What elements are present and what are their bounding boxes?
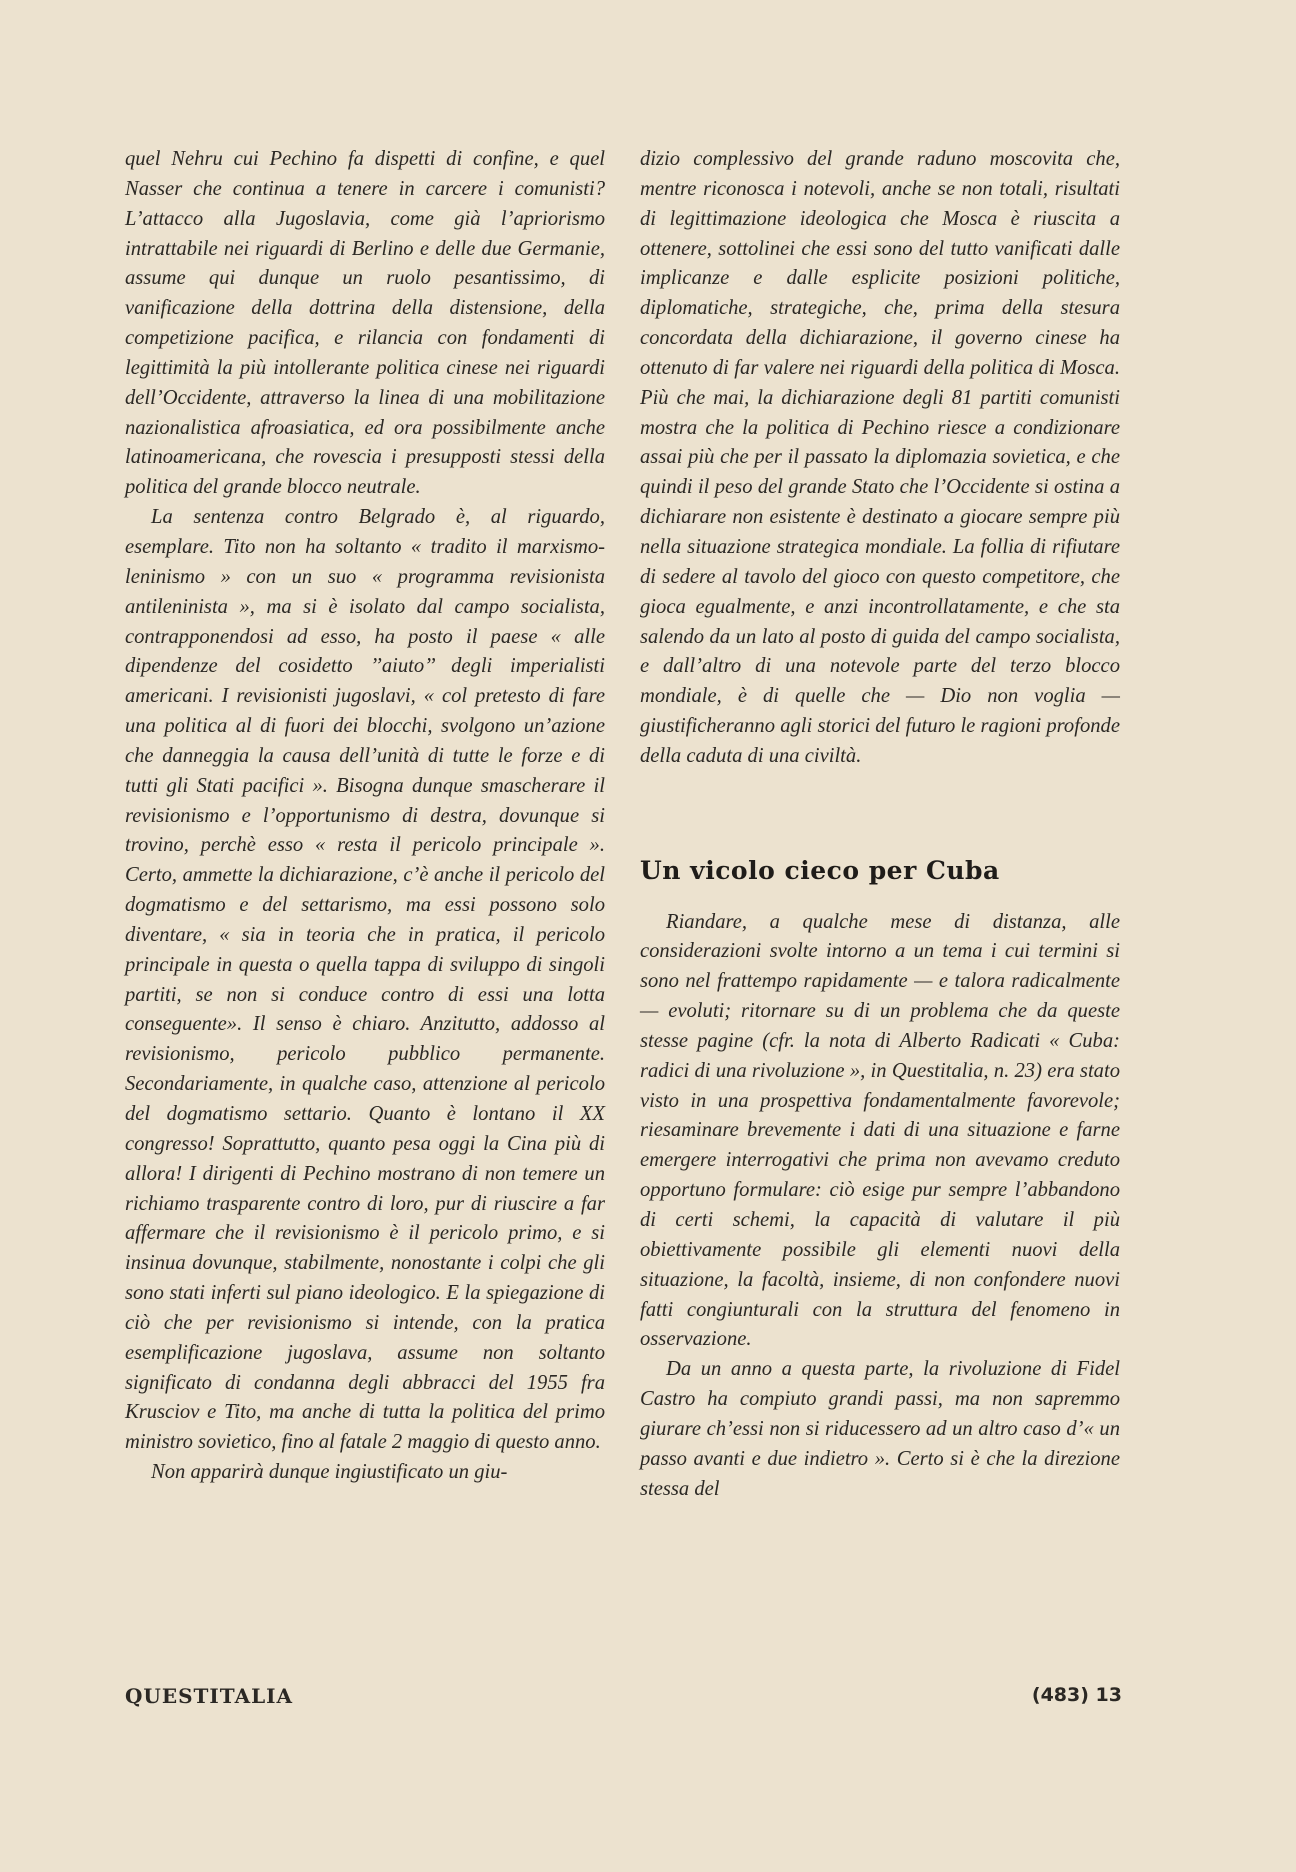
left-column <box>125 145 605 1488</box>
section-heading: Un vicolo cieco per Cuba <box>640 855 1000 885</box>
page-number: (483) 13 <box>1031 1684 1122 1706</box>
paragraph: Da un anno a questa parte, la rivoluzione di Fidel Castro ha compiuto grandi passi, ma non sapremmo giurare ch’essi non si riducessero ad un altro caso d’« un passo avanti e due indietro ». Certo si è che la direzione stessa del <box>640 1358 1120 1500</box>
magazine-name: QUESTITALIA <box>125 1684 294 1708</box>
spacer <box>640 772 1120 856</box>
paragraph: quel Nehru cui Pechino fa dispetti di confine, e quel Nasser che continua a tenere in carcere i comunisti? L’attacco alla Jugoslavia, come già l’apriorismo intrattabile nei riguardi di Berlino e delle due Germanie, assume qui dunque un ruolo pesantissimo, di vanificazione della dottrina della distensione, della competizione pacifica, e rilancia con fondamenti di legittimità la più intollerante politica cinese nei riguardi dell’Occidente, attraverso la linea di una mobilitazione nazionalistica afroasiatica, ed ora possibilmente anche latinoamericana, che rovescia i presupposti stessi della politica del grande blocco neutrale. <box>125 148 605 499</box>
paragraph: dizio complessivo del grande raduno moscovita che, mentre riconosca i notevoli, anche se non totali, risultati di legittimazione ideologica che Mosca è riuscita a ottenere, sottolinei che essi sono del tutto vanificati dalle implicanze e dalle esplicite posizioni politiche, diplomatiche, strategiche, che, prima della stesura concordata della dichiarazione, il governo cinese ha ottenuto di far valere nei riguardi della politica di Mosca. Più che mai, la dichiarazione degli 81 partiti comunisti mostra che la politica di Pechino riesce a condizionare assai più che per il passato la diplomazia sovietica, e che quindi il peso del grande Stato che l’Occidente si ostina a dichiarare non esistente è destinato a giocare sempre più nella situazione strategica mondiale. La follia di rifiutare di sedere al tavolo del gioco con questo competitore, che gioca egualmente, e anzi incontrollatamente, e che sta salendo da un lato al posto di guida del campo socialista, e dall’altro di una notevole parte del terzo blocco mondiale, è di quelle che — Dio non voglia — giustificheranno agli storici del futuro le ragioni profonde della caduta di una civiltà. <box>640 148 1120 767</box>
spacer <box>640 886 1120 908</box>
paragraph: La sentenza contro Belgrado è, al riguardo, esemplare. Tito non ha soltanto « tradito il marxismo-leninismo » con un suo « programma revisionista antileninista », ma si è isolato dal campo socialista, contrapponendosi ad esso, ha posto il paese « alle dipendenze del cosidetto ’’aiuto’’ degli imperialisti americani. I revisionisti jugoslavi, « col pretesto di fare una politica al di fuori dei blocchi, svolgono un’azione che danneggia la causa dell’unità di tutte le forze e di tutti gli Stati pacifici ». Bisogna dunque smascherare il revisionismo e l’opportunismo di destra, dovunque si trovino, perchè esso « resta il pericolo principale ». Certo, ammette la dichiarazione, c’è anche il pericolo del dogmatismo e del settarismo, ma essi possono solo diventare, « sia in teoria che in pratica, il pericolo principale in questa o quella tappa di sviluppo di singoli partiti, se non si conduce contro di essi una lotta conseguente». Il senso è chiaro. Anzitutto, addosso al revisionismo, pericolo pubblico permanente. Secondariamente, in qualche caso, attenzione al pericolo del dogmatismo settario. Quanto è lontano il XX congresso! Soprattutto, quanto pesa oggi la Cina più di allora! I dirigenti di Pechino mostrano di non temere un richiamo trasparente contro di loro, pur di riuscire a far affermare che il revisionismo è il pericolo primo, e si insinua dovunque, stabilmente, nonostante i colpi che gli sono stati inferti sul piano ideologico. E la spiegazione di ciò che per revisionismo si intende, con la pratica esemplificazione jugoslava, assume non soltanto significato di condanna degli abbracci del 1955 fra Krusciov e Tito, ma anche di tutta la politica del primo ministro sovietico, fino al fatale 2 maggio di questo anno. <box>125 506 605 1454</box>
paragraph: Non apparirà dunque ingiustificato un giu- <box>151 1461 508 1484</box>
paragraph: Riandare, a qualche mese di distanza, alle considerazioni svolte intorno a un tema i cui termini si sono nel frattempo rapidamente — e talora radicalmente — evoluti; ritornare su di un problema che da queste stesse pagine (cfr. la nota di Alberto Radicati « Cuba: radici di una rivoluzione », in Questitalia, n. 23) era stato visto in una prospettiva fondamentalmente favorevole; riesaminare brevemente i dati di una situazione e farne emergere interrogativi che prima non avevamo creduto opportuno formulare: ciò esige pur sempre l’abbandono di certi schemi, la capacità di valutare il più obiettivamente possibile gli elementi nuovi della situazione, la facoltà, insieme, di non confondere nuovi fatti congiunturali con la struttura del fenomeno in osservazione. <box>640 910 1120 1351</box>
right-column <box>640 145 1120 1504</box>
